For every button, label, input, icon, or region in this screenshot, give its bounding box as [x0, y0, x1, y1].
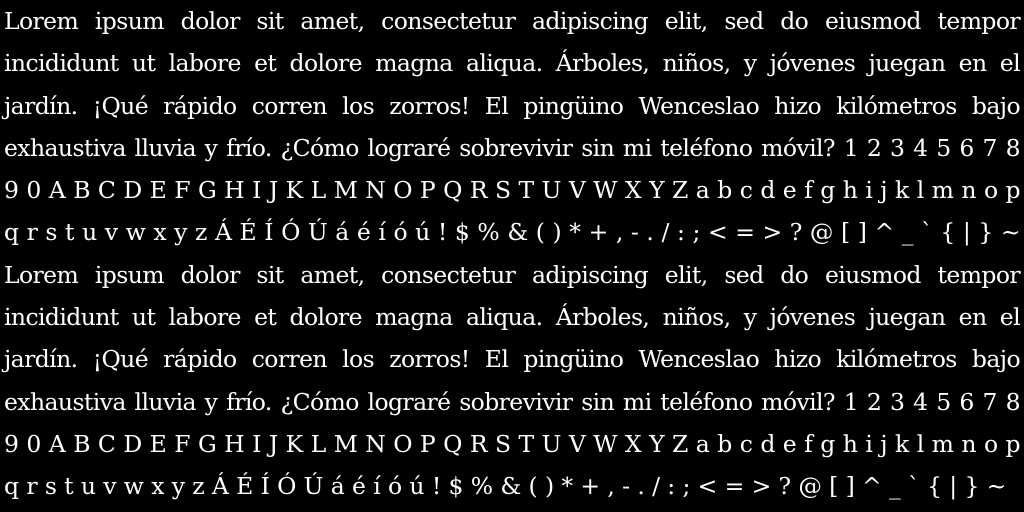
specimen-passage-1: Lorem ipsum dolor sit amet, consectetur adipiscing elit, sed do eiusmod tempor incididunt ut labore et dolore magna aliqua. Árboles, niños, y jóvenes juegan en el jardín. ¡Qué rápido corren los zorros! El pingüino Wenceslao hizo kilómetros bajo exhaustiva lluvia y frío. ¿Cómo lograré sobrevivir sin mi teléfono móvil? 1 2 3 4 5 6 7 8 9 0 A B C D E F G H I J K L M N O P Q R S T U V W X Y Z a b c d e f g h i j k l m n o p q r s t u v w x y z Á É Í Ó Ú á é í ó ú ! $ % & ( ) * + , - . / : ; < = > ? @ [ ] ^ _ ` { | } ~ — [4, 7, 1020, 247]
specimen-passage-2: Lorem ipsum dolor sit amet, consectetur adipiscing elit, sed do eiusmod tempor incididunt ut labore et dolore magna aliqua. Árboles, niños, y jóvenes juegan en el jardín. ¡Qué rápido corren los zorros! El pingüino Wenceslao hizo kilómetros bajo exhaustiva lluvia y frío. ¿Cómo lograré sobrevivir sin mi teléfono móvil? 1 2 3 4 5 6 7 8 9 0 A B C D E F G H I J K L M N O P Q R S T U V W X Y Z a b c d e f g h i j k l m n o p q r s t u v w x y z Á É Í Ó Ú á é í ó ú ! $ % & ( ) * + , - . / : ; < = > ? @ [ ] ^ _ ` { | } ~ — [4, 260, 1020, 501]
font-specimen-text — [4, 0, 1020, 508]
